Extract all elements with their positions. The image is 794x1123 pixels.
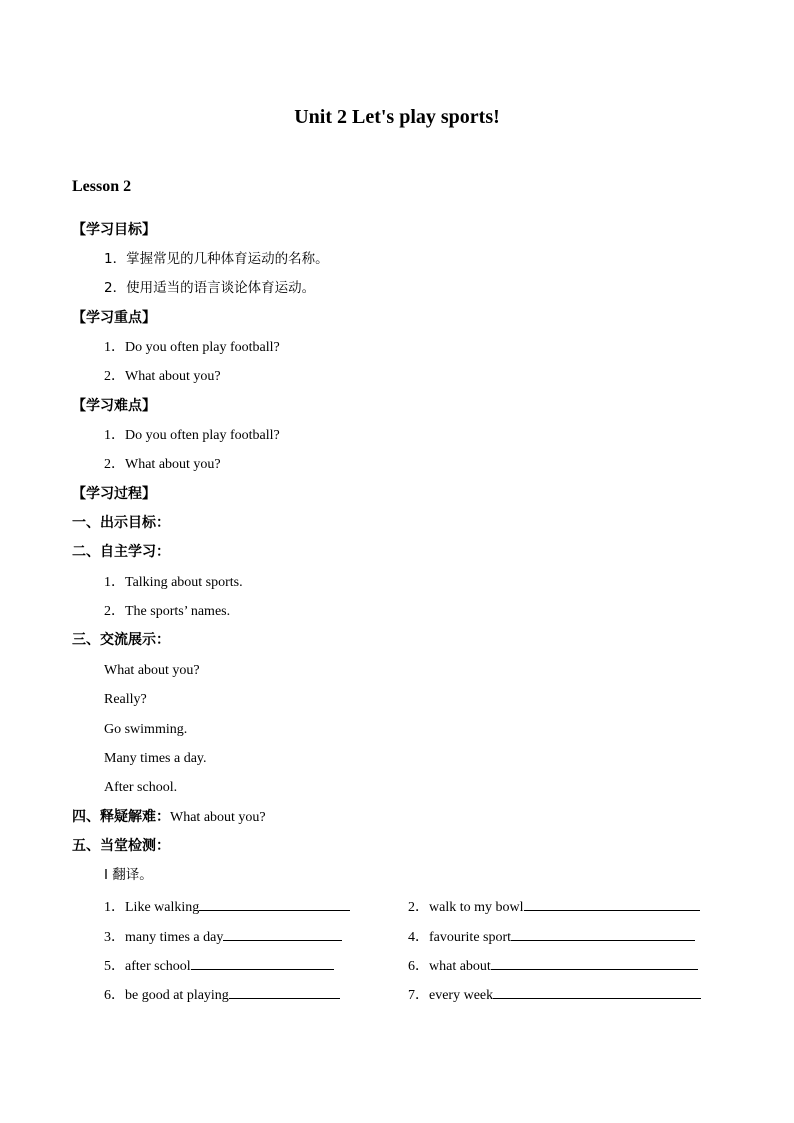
answer-blank-2[interactable] <box>524 896 700 911</box>
step3-item-5: After school. <box>104 780 178 795</box>
exercise-4: 4．favourite sport <box>408 926 695 947</box>
goal-item-1: 1．掌握常见的几种体育运动的名称。 <box>104 251 329 267</box>
step1-heading: 一、出示目标： <box>72 515 170 531</box>
exercise-1: 1．Like walking <box>104 896 350 917</box>
step5-heading: 五、当堂检测： <box>72 838 170 854</box>
step3-item-2: Really? <box>104 692 147 707</box>
exercise-3: 3．many times a day <box>104 926 342 947</box>
step3-item-3: Go swimming. <box>104 722 188 737</box>
step4-label: 四、释疑解难： <box>72 809 170 825</box>
answer-blank-7[interactable] <box>229 984 340 999</box>
key-points-heading: 【学习重点】 <box>72 310 156 326</box>
key-point-item-2: 2．What about you? <box>104 369 221 384</box>
answer-blank-5[interactable] <box>191 955 334 970</box>
difficult-points-heading: 【学习难点】 <box>72 398 156 414</box>
goals-heading: 【学习目标】 <box>72 222 156 238</box>
step2-item-2: 2．The sports’ names. <box>104 604 231 619</box>
answer-blank-3[interactable] <box>223 926 342 941</box>
difficult-point-item-2: 2．What about you? <box>104 457 221 472</box>
page-title: Unit 2 Let's play sports! <box>294 106 500 128</box>
step3-item-4: Many times a day. <box>104 751 207 766</box>
exercise-5: 5．after school <box>104 955 334 976</box>
exercise-7: 6．be good at playing <box>104 984 340 1005</box>
step2-item-1: 1．Talking about sports. <box>104 575 243 590</box>
goal-item-2: 2．使用适当的语言谈论体育运动。 <box>104 280 316 296</box>
key-point-item-1: 1．Do you often play football? <box>104 340 280 355</box>
difficult-point-item-1: 1．Do you often play football? <box>104 428 280 443</box>
step4-heading <box>72 808 266 827</box>
step2-heading: 二、自主学习： <box>72 544 170 560</box>
answer-blank-8[interactable] <box>493 984 701 999</box>
step3-heading: 三、交流展示： <box>72 632 170 648</box>
translate-heading: I 翻译。 <box>104 867 153 883</box>
process-heading: 【学习过程】 <box>72 486 156 502</box>
answer-blank-1[interactable] <box>199 896 350 911</box>
exercise-8: 7．every week <box>408 984 701 1005</box>
step3-item-1: What about you? <box>104 663 200 678</box>
exercise-2: 2．walk to my bowl <box>408 896 700 917</box>
step4-text: What about you? <box>170 810 266 825</box>
answer-blank-4[interactable] <box>511 926 695 941</box>
answer-blank-6[interactable] <box>491 955 698 970</box>
lesson-heading: Lesson 2 <box>72 178 132 195</box>
exercise-6: 6．what about <box>408 955 698 976</box>
